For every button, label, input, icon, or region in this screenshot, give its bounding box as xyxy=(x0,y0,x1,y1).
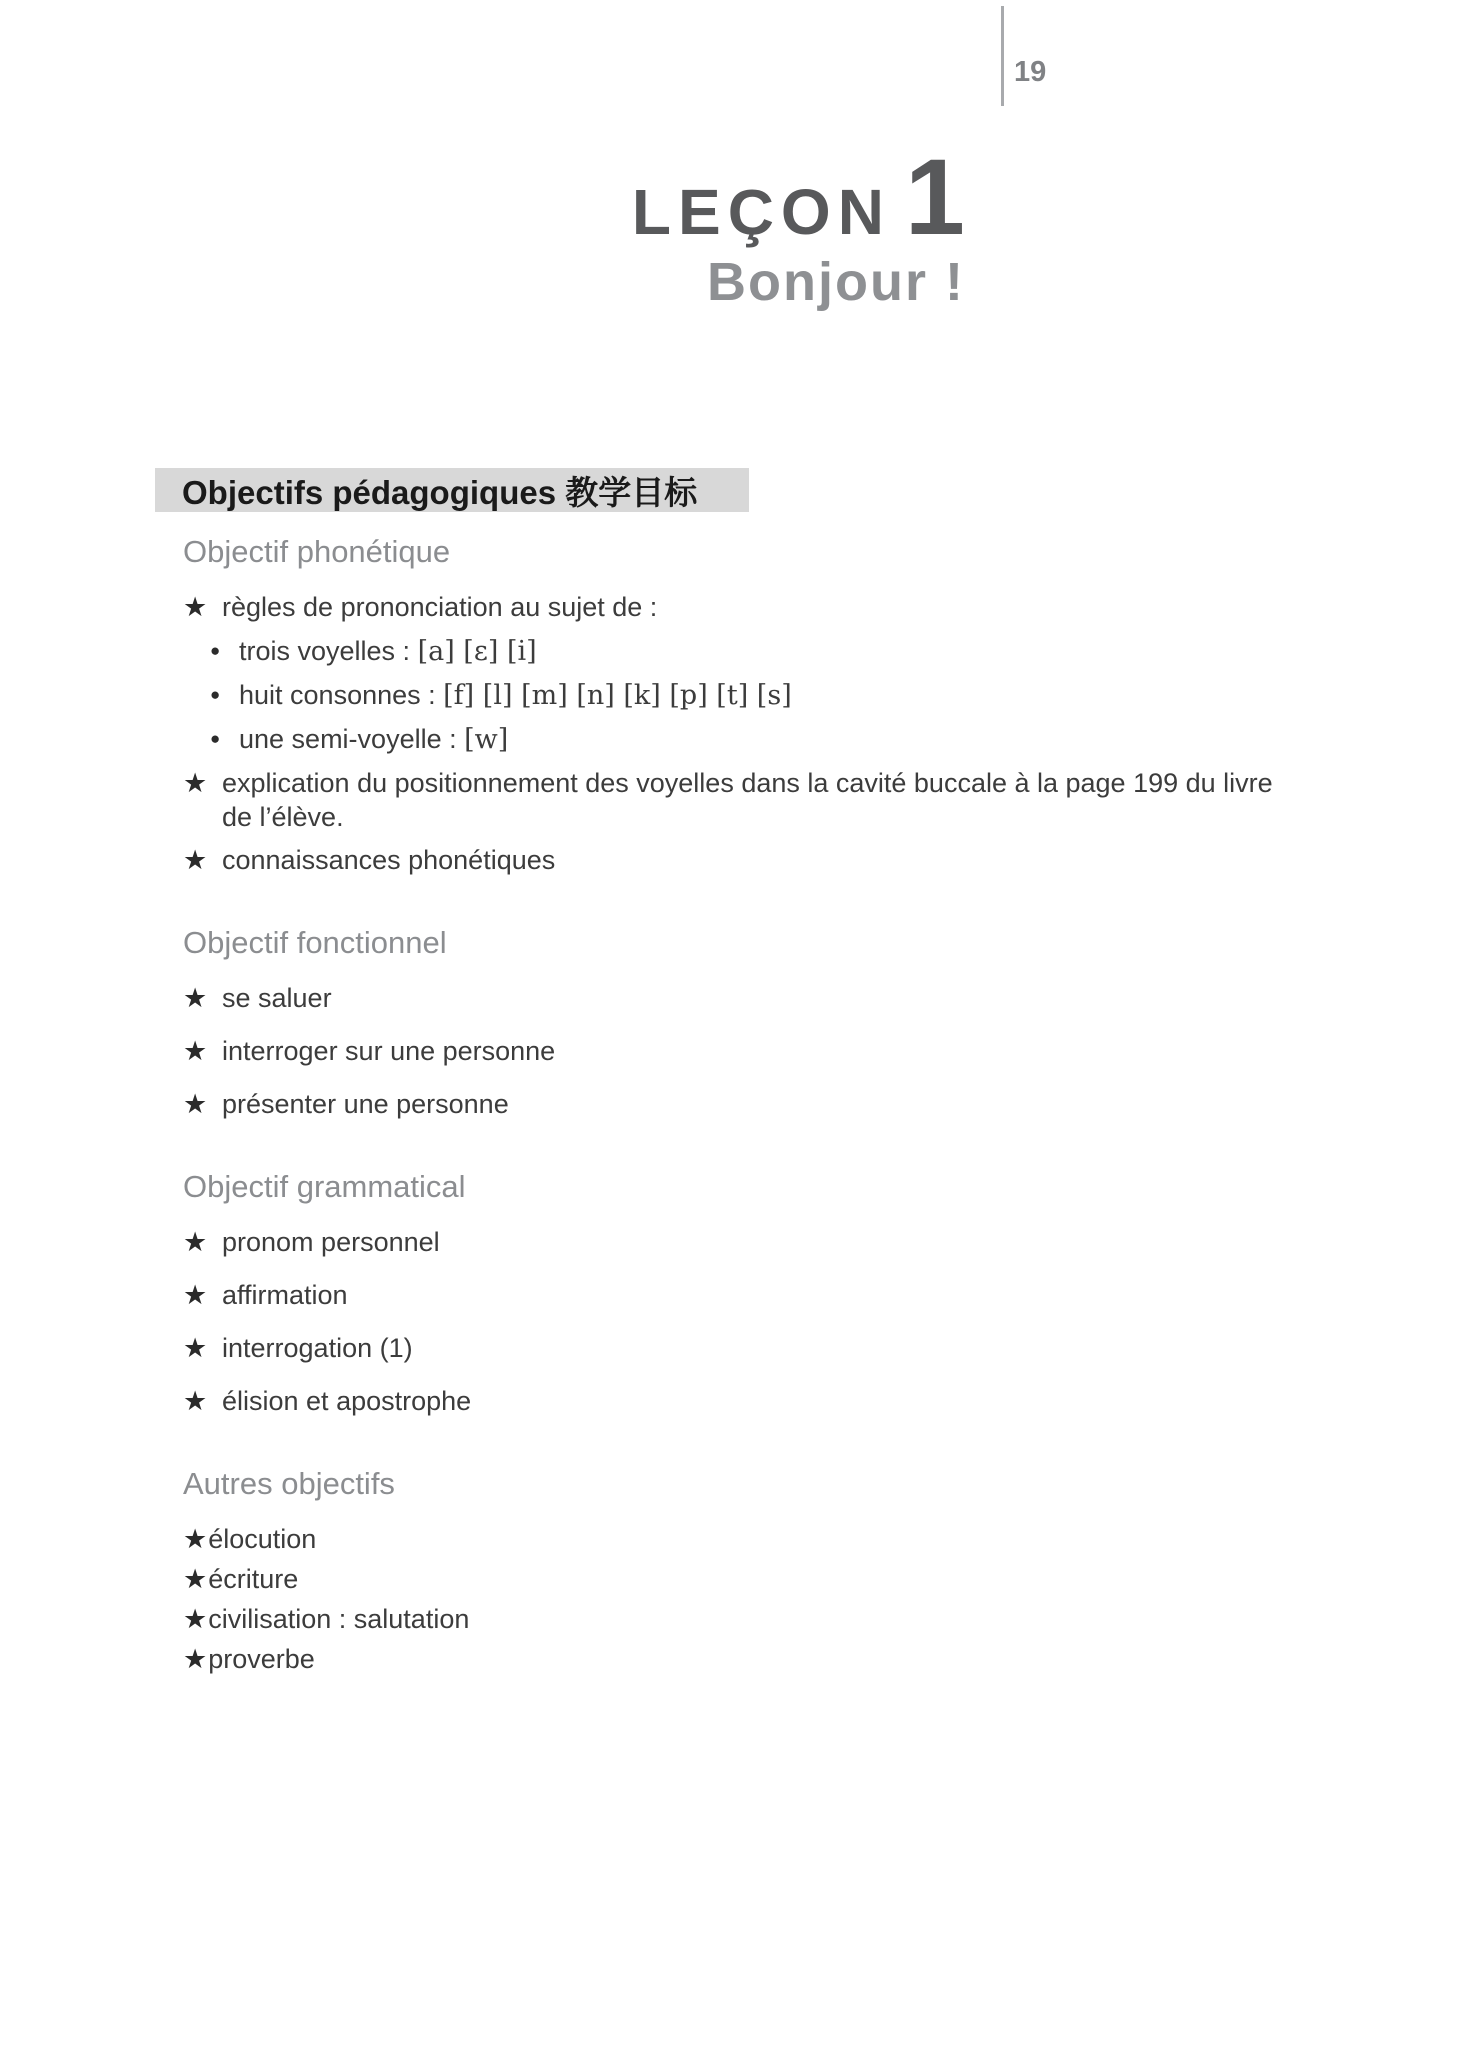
item-content xyxy=(239,678,1288,713)
star-icon: ★ xyxy=(183,1386,208,1416)
list-item xyxy=(183,1642,1288,1676)
list-item xyxy=(183,1331,1288,1365)
item-text: huit consonnes : xyxy=(239,680,444,710)
list-item xyxy=(183,722,1288,757)
item-text: interrogation (1) xyxy=(222,1333,413,1363)
item-text: proverbe xyxy=(208,1644,315,1674)
lesson-title xyxy=(450,136,965,257)
item-text: trois voyelles : xyxy=(239,636,418,666)
bullet-icon: ● xyxy=(210,729,221,748)
item-content xyxy=(222,843,1288,877)
group-objectif-fonctionnel xyxy=(183,925,1288,1121)
star-icon: ★ xyxy=(183,1227,208,1257)
group-heading: Objectif grammatical xyxy=(183,1169,466,1204)
group-objectif-phonetique xyxy=(183,534,1288,877)
group-objectif-grammatical xyxy=(183,1169,1288,1418)
list-item xyxy=(183,1034,1288,1068)
lesson-subtitle: Bonjour ! xyxy=(707,252,965,312)
list-item xyxy=(183,590,1288,625)
item-text: connaissances phonétiques xyxy=(222,845,556,875)
list-item xyxy=(183,678,1288,713)
item-text: élision et apostrophe xyxy=(222,1386,472,1416)
list-item xyxy=(183,843,1288,877)
item-content xyxy=(222,1034,1288,1068)
list-item xyxy=(183,1384,1288,1418)
item-content xyxy=(222,1384,1288,1418)
item-content xyxy=(222,981,1288,1015)
star-icon: ★ xyxy=(183,1604,208,1634)
list-item xyxy=(183,1225,1288,1259)
lesson-number: 1 xyxy=(904,136,965,257)
group-autres-objectifs xyxy=(183,1466,1288,1676)
lesson-label: LEÇON xyxy=(631,176,891,248)
item-content xyxy=(208,1562,1288,1596)
star-icon: ★ xyxy=(183,1280,208,1310)
item-text: écriture xyxy=(208,1564,299,1594)
group-heading: Objectif phonétique xyxy=(183,534,451,569)
list-item xyxy=(183,1278,1288,1312)
item-content xyxy=(222,766,1288,834)
item-text: règles de prononciation au sujet de : xyxy=(222,592,658,622)
star-icon: ★ xyxy=(183,845,208,875)
star-icon: ★ xyxy=(183,1524,208,1554)
item-content xyxy=(222,1278,1288,1312)
list-item xyxy=(183,1602,1288,1636)
bullet-icon: ● xyxy=(210,685,221,704)
list-item xyxy=(183,1522,1288,1556)
star-icon: ★ xyxy=(183,1564,208,1594)
bullet-icon: ● xyxy=(210,641,221,660)
group-heading: Objectif fonctionnel xyxy=(183,925,447,960)
page-content xyxy=(183,534,1288,1682)
section-title: Objectifs pédagogiques 教学目标 xyxy=(182,473,698,511)
page-number-rule xyxy=(1001,6,1004,106)
item-text: élocution xyxy=(208,1524,317,1554)
section-title-bar xyxy=(155,468,749,512)
phonetic-text: [a] [ɛ] [i] xyxy=(417,636,537,667)
phonetic-text: [f] [l] [m] [n] [k] [p] [t] [s] xyxy=(443,680,792,711)
star-icon: ★ xyxy=(183,1089,208,1119)
star-icon: ★ xyxy=(183,1333,208,1363)
page-number: 19 xyxy=(1014,56,1047,88)
list-item xyxy=(183,766,1288,834)
item-content xyxy=(239,722,1288,757)
item-text: pronom personnel xyxy=(222,1227,440,1257)
star-icon: ★ xyxy=(183,592,208,622)
group-heading: Autres objectifs xyxy=(183,1466,395,1501)
item-text: se saluer xyxy=(222,983,332,1013)
item-text: affirmation xyxy=(222,1280,348,1310)
item-content xyxy=(222,1087,1288,1121)
item-content xyxy=(222,1331,1288,1365)
item-text: civilisation : salutation xyxy=(208,1604,470,1634)
star-icon: ★ xyxy=(183,768,208,798)
phonetic-text: [w] xyxy=(464,724,509,755)
item-content xyxy=(208,1602,1288,1636)
star-icon: ★ xyxy=(183,983,208,1013)
list-item xyxy=(183,1087,1288,1121)
list-item xyxy=(183,981,1288,1015)
star-icon: ★ xyxy=(183,1644,208,1674)
item-content xyxy=(222,590,1288,625)
item-content xyxy=(208,1642,1288,1676)
item-text: présenter une personne xyxy=(222,1089,509,1119)
item-text: explication du positionnement des voyelles dans la cavité buccale à la page 199 du livre de l’élève. xyxy=(222,768,1273,832)
list-item xyxy=(183,1562,1288,1596)
star-icon: ★ xyxy=(183,1036,208,1066)
lesson-header xyxy=(450,136,965,313)
item-content xyxy=(222,1225,1288,1259)
item-content xyxy=(208,1522,1288,1556)
item-text: interroger sur une personne xyxy=(222,1036,556,1066)
item-text: une semi-voyelle : xyxy=(239,724,465,754)
list-item xyxy=(183,634,1288,669)
item-content xyxy=(239,634,1288,669)
